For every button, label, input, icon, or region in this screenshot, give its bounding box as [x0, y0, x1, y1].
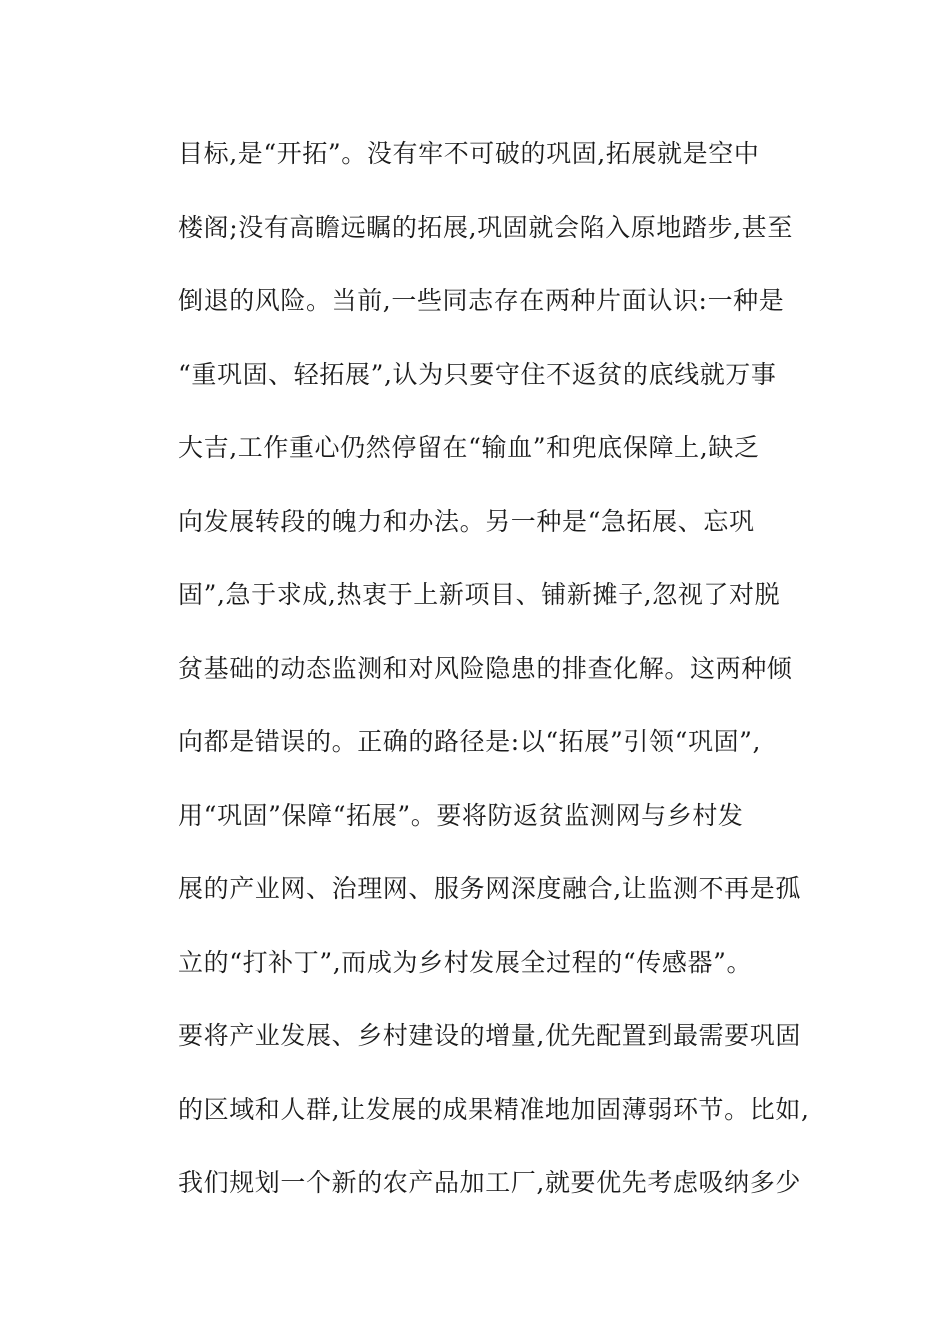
text-line: 我们规划一个新的农产品加工厂,就要优先考虑吸纳多少 [178, 1168, 801, 1197]
text-line: 展的产业网、治理网、服务网深度融合,让监测不再是孤 [178, 874, 801, 903]
text-line: 立的“打补丁”,而成为乡村发展全过程的“传感器”。 [178, 947, 753, 977]
text-line: 倒退的风险。当前,一些同志存在两种片面认识:一种是 [178, 286, 785, 315]
text-line: 向发展转段的魄力和办法。另一种是“急拓展、忘巩 [178, 506, 755, 536]
text-line: 楼阁;没有高瞻远瞩的拓展,巩固就会陷入原地踏步,甚至 [178, 212, 793, 242]
text-line: 的区域和人群,让发展的成果精准地加固薄弱环节。比如, [178, 1094, 810, 1124]
text-line: 用“巩固”保障“拓展”。要将防返贫监测网与乡村发 [178, 800, 744, 830]
text-line: 大吉,工作重心仍然停留在“输血”和兜底保障上,缺乏 [178, 433, 760, 462]
body-paragraph [178, 126, 818, 1229]
text-line: 固”,急于求成,热衷于上新项目、铺新摊子,忽视了对脱 [178, 580, 781, 609]
text-line: 贫基础的动态监测和对风险隐患的排查化解。这两种倾 [178, 653, 793, 683]
text-line: “重巩固、轻拓展”,认为只要守住不返贫的底线就万事 [178, 359, 777, 389]
text-line: 要将产业发展、乡村建设的增量,优先配置到最需要巩固 [178, 1021, 801, 1050]
text-line: 向都是错误的。正确的路径是:以“拓展”引领“巩固”, [178, 727, 762, 756]
text-line: 目标,是“开拓”。没有牢不可破的巩固,拓展就是空中 [178, 139, 760, 168]
